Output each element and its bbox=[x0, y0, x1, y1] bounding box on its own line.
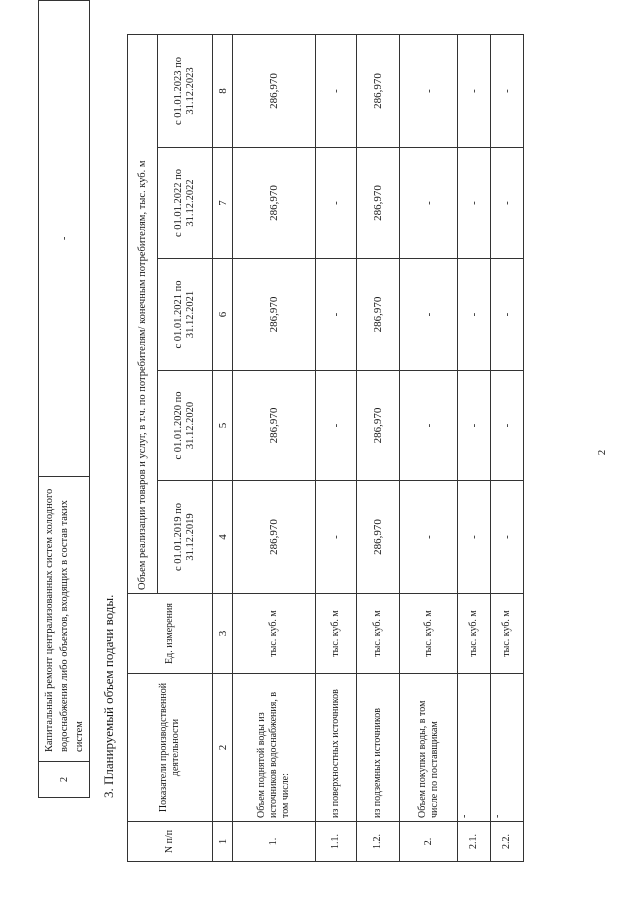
row-number: 2 bbox=[39, 761, 90, 797]
row-value: - bbox=[400, 148, 458, 259]
row-value: - bbox=[458, 148, 491, 259]
row-unit: тыс. куб. м bbox=[458, 594, 491, 674]
column-index: 7 bbox=[213, 148, 233, 259]
row-value: 286,970 bbox=[357, 148, 400, 259]
row-value: 286,970 bbox=[233, 34, 316, 147]
column-index: 5 bbox=[213, 371, 233, 481]
row-indicator: из подземных источников bbox=[357, 674, 400, 822]
column-index-row bbox=[213, 34, 233, 861]
header-unit: Ед. измерения bbox=[128, 594, 213, 674]
row-value: - bbox=[316, 148, 357, 259]
row-value: 286,970 bbox=[357, 259, 400, 371]
header-period-2023: с 01.01.2023 по 31.12.2023 bbox=[158, 34, 213, 147]
row-name-line-1: Капитальный ремонт централизованных систем холодного bbox=[43, 488, 55, 752]
row-num: 1. bbox=[233, 822, 316, 862]
row-value: - bbox=[400, 481, 458, 594]
capital-repair-table bbox=[38, 0, 90, 798]
row-value: - bbox=[400, 371, 458, 481]
row-unit: тыс. куб. м bbox=[400, 594, 458, 674]
column-index: 4 bbox=[213, 481, 233, 594]
row-value: - bbox=[316, 371, 357, 481]
row-value: 286,970 bbox=[233, 148, 316, 259]
row-value: - bbox=[491, 259, 524, 371]
row-indicator: - bbox=[491, 674, 524, 822]
row-value: - bbox=[400, 259, 458, 371]
row-value: - bbox=[458, 259, 491, 371]
column-index: 3 bbox=[213, 594, 233, 674]
row-value: - bbox=[458, 34, 491, 147]
column-index: 1 bbox=[213, 822, 233, 862]
capital-repair-row bbox=[39, 1, 90, 798]
row-unit: тыс. куб. м bbox=[491, 594, 524, 674]
row-num: 2.1. bbox=[458, 822, 491, 862]
table-row bbox=[357, 34, 400, 861]
table-row bbox=[233, 34, 316, 861]
row-indicator: Объем поднятой воды из источников водоснабжения, в том числе: bbox=[233, 674, 316, 822]
column-index: 6 bbox=[213, 259, 233, 371]
water-supply-table bbox=[127, 34, 524, 862]
row-num: 1.1. bbox=[316, 822, 357, 862]
row-unit: тыс. куб. м bbox=[357, 594, 400, 674]
row-value: - bbox=[491, 371, 524, 481]
row-unit: тыс. куб. м bbox=[233, 594, 316, 674]
row-value: - bbox=[316, 481, 357, 594]
row-value: 286,970 bbox=[233, 371, 316, 481]
header-group: Объем реализации товаров и услуг, в т.ч. по потребителям/ конечным потребителям, тыс. куб. м bbox=[128, 34, 158, 593]
row-value: - bbox=[491, 34, 524, 147]
row-indicator: - bbox=[458, 674, 491, 822]
table-row bbox=[458, 34, 491, 861]
row-value: - bbox=[39, 1, 90, 477]
header-num: N п/п bbox=[128, 822, 213, 862]
header-period-2021: с 01.01.2021 по 31.12.2021 bbox=[158, 259, 213, 371]
column-index: 2 bbox=[213, 674, 233, 822]
table-row bbox=[316, 34, 357, 861]
page-number: 2 bbox=[596, 449, 608, 456]
column-index: 8 bbox=[213, 34, 233, 147]
row-name bbox=[39, 476, 90, 761]
row-indicator: Объем покупки воды, в том числе по поставщикам bbox=[400, 674, 458, 822]
row-value: - bbox=[491, 148, 524, 259]
header-period-2020: с 01.01.2020 по 31.12.2020 bbox=[158, 371, 213, 481]
section-title: 3. Планируемый объем подачи воды. bbox=[101, 594, 116, 798]
row-unit: тыс. куб. м bbox=[316, 594, 357, 674]
header-row-group bbox=[128, 34, 158, 861]
row-value: 286,970 bbox=[233, 481, 316, 594]
row-value: 286,970 bbox=[357, 481, 400, 594]
row-value: - bbox=[491, 481, 524, 594]
row-value: - bbox=[458, 371, 491, 481]
row-value: - bbox=[316, 34, 357, 147]
row-value: 286,970 bbox=[233, 259, 316, 371]
header-indicator: Показатели производственной деятельности bbox=[128, 674, 213, 822]
row-value: - bbox=[400, 34, 458, 147]
row-value: 286,970 bbox=[357, 371, 400, 481]
row-value: 286,970 bbox=[357, 34, 400, 147]
header-period-2022: с 01.01.2022 по 31.12.2022 bbox=[158, 148, 213, 259]
row-num: 2. bbox=[400, 822, 458, 862]
row-value: - bbox=[316, 259, 357, 371]
table-row bbox=[491, 34, 524, 861]
row-num: 1.2. bbox=[357, 822, 400, 862]
row-indicator: из поверхностных источников bbox=[316, 674, 357, 822]
table-row bbox=[400, 34, 458, 861]
row-num: 2.2. bbox=[491, 822, 524, 862]
header-period-2019: с 01.01.2019 по 31.12.2019 bbox=[158, 481, 213, 594]
row-name-line-2: водоснабжения либо объектов, входящих в состав таких систем bbox=[58, 500, 85, 752]
row-value: - bbox=[458, 481, 491, 594]
